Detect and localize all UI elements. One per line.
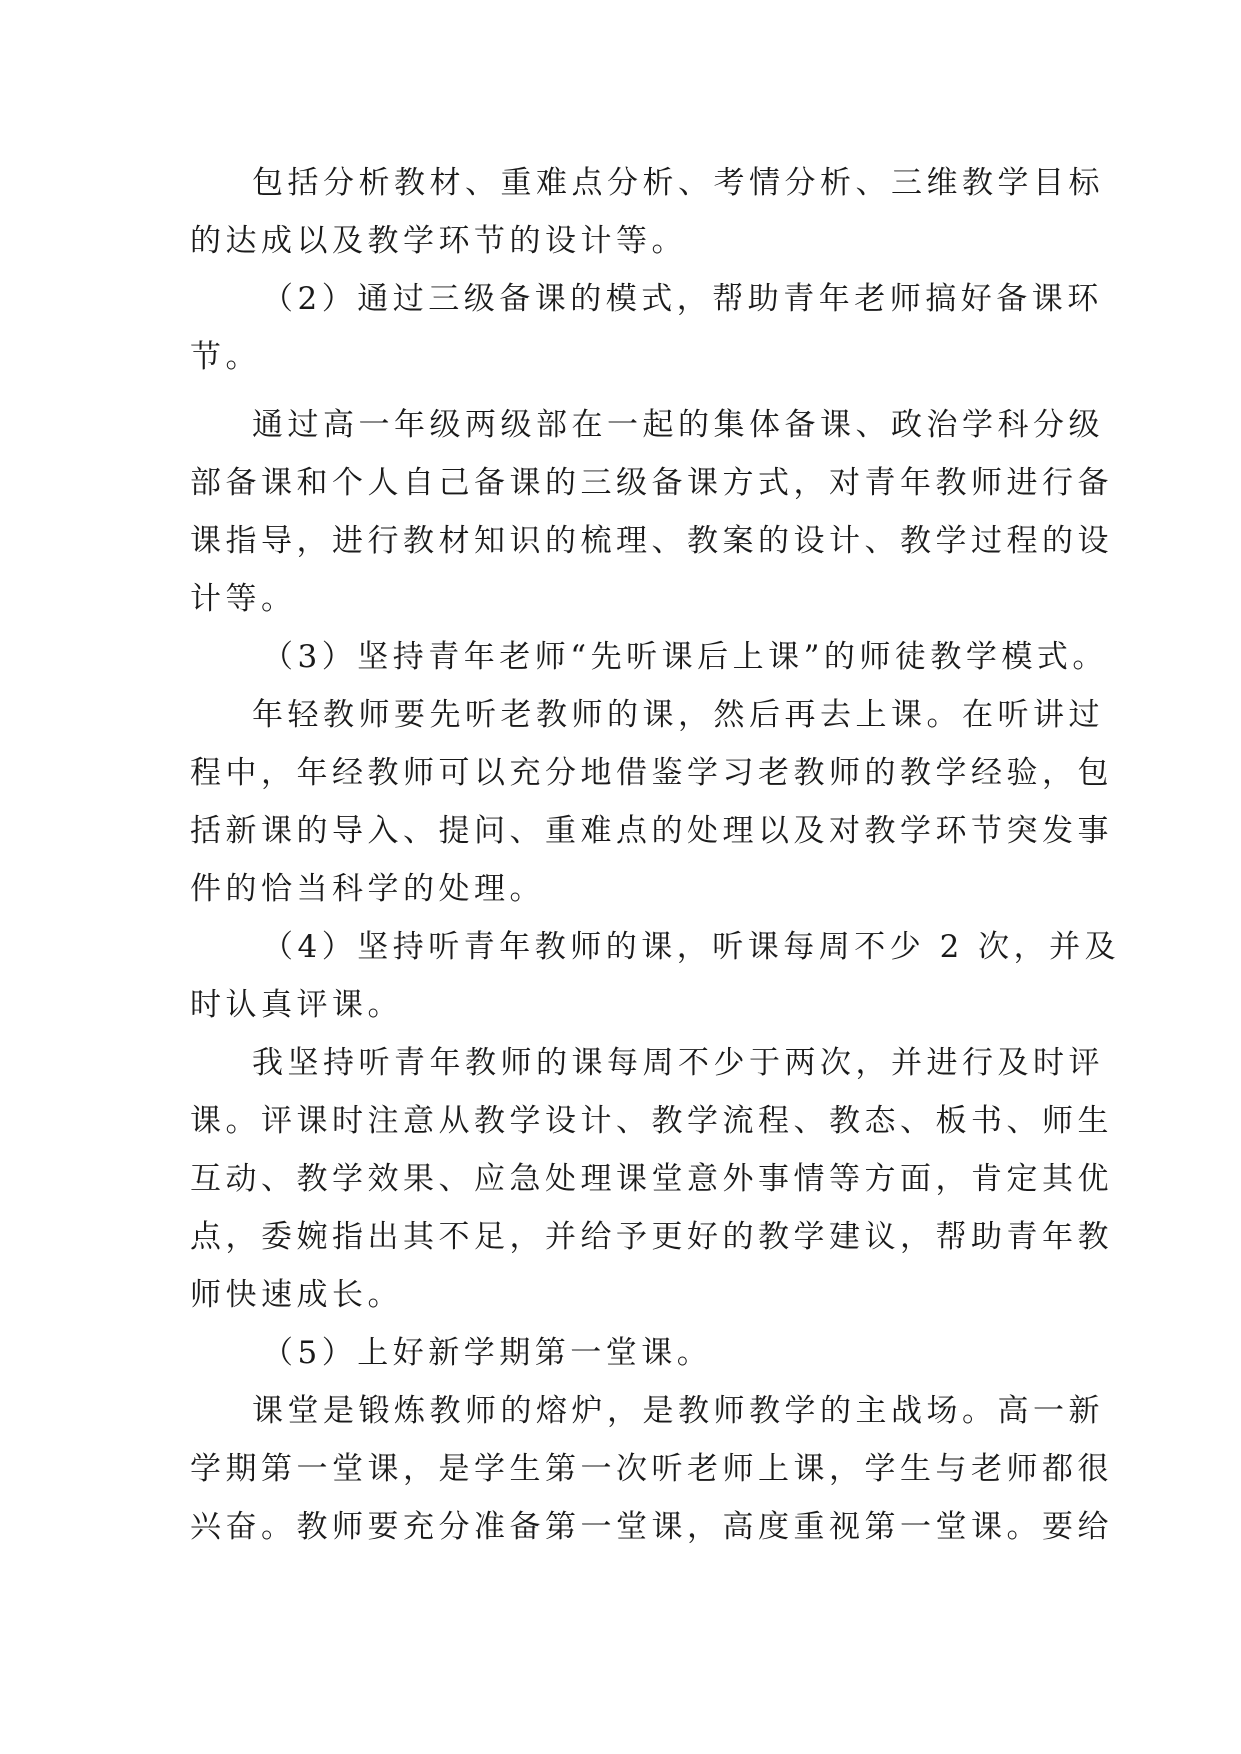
text-line: 通过高一年级两级部在一起的集体备课、政治学科分级	[252, 407, 1104, 443]
text-line: 课堂是锻炼教师的熔炉，是教师教学的主战场。高一新	[252, 1393, 1104, 1429]
text-line: 学期第一堂课，是学生第一次听老师上课，学生与老师都很	[190, 1451, 1113, 1487]
text-line: 包括分析教材、重难点分析、考情分析、三维教学目标	[252, 165, 1104, 201]
text-line: （5）上好新学期第一堂课。	[262, 1335, 713, 1371]
text-line: 时认真评课。	[190, 987, 403, 1023]
text-line: 程中，年经教师可以充分地借鉴学习老教师的教学经验，包	[190, 755, 1113, 791]
text-line: 节。	[190, 339, 261, 375]
text-line: 部备课和个人自己备课的三级备课方式，对青年教师进行备	[190, 465, 1113, 501]
text-line: 点，委婉指出其不足，并给予更好的教学建议，帮助青年教	[190, 1219, 1113, 1255]
text-line: 课。评课时注意从教学设计、教学流程、教态、板书、师生	[190, 1103, 1113, 1139]
text-line: 师快速成长。	[190, 1277, 403, 1313]
text-line: 兴奋。教师要充分准备第一堂课，高度重视第一堂课。要给	[190, 1509, 1113, 1545]
text-line: 计等。	[190, 581, 297, 617]
text-line: 的达成以及教学环节的设计等。	[190, 223, 687, 259]
text-line: 课指导，进行教材知识的梳理、教案的设计、教学过程的设	[190, 523, 1113, 559]
text-line: 互动、教学效果、应急处理课堂意外事情等方面，肯定其优	[190, 1161, 1113, 1197]
text-line: （2）通过三级备课的模式，帮助青年老师搞好备课环	[262, 281, 1103, 317]
text-line: 我坚持听青年教师的课每周不少于两次，并进行及时评	[252, 1045, 1104, 1081]
text-line: （4）坚持听青年教师的课，听课每周不少 2 次，并及	[262, 929, 1121, 965]
text-line: 年轻教师要先听老教师的课，然后再去上课。在听讲过	[252, 697, 1104, 733]
text-line: 件的恰当科学的处理。	[190, 871, 545, 907]
text-line: 括新课的导入、提问、重难点的处理以及对教学环节突发事	[190, 813, 1113, 849]
text-line: （3）坚持青年老师“先听课后上课”的师徒教学模式。	[262, 639, 1108, 675]
